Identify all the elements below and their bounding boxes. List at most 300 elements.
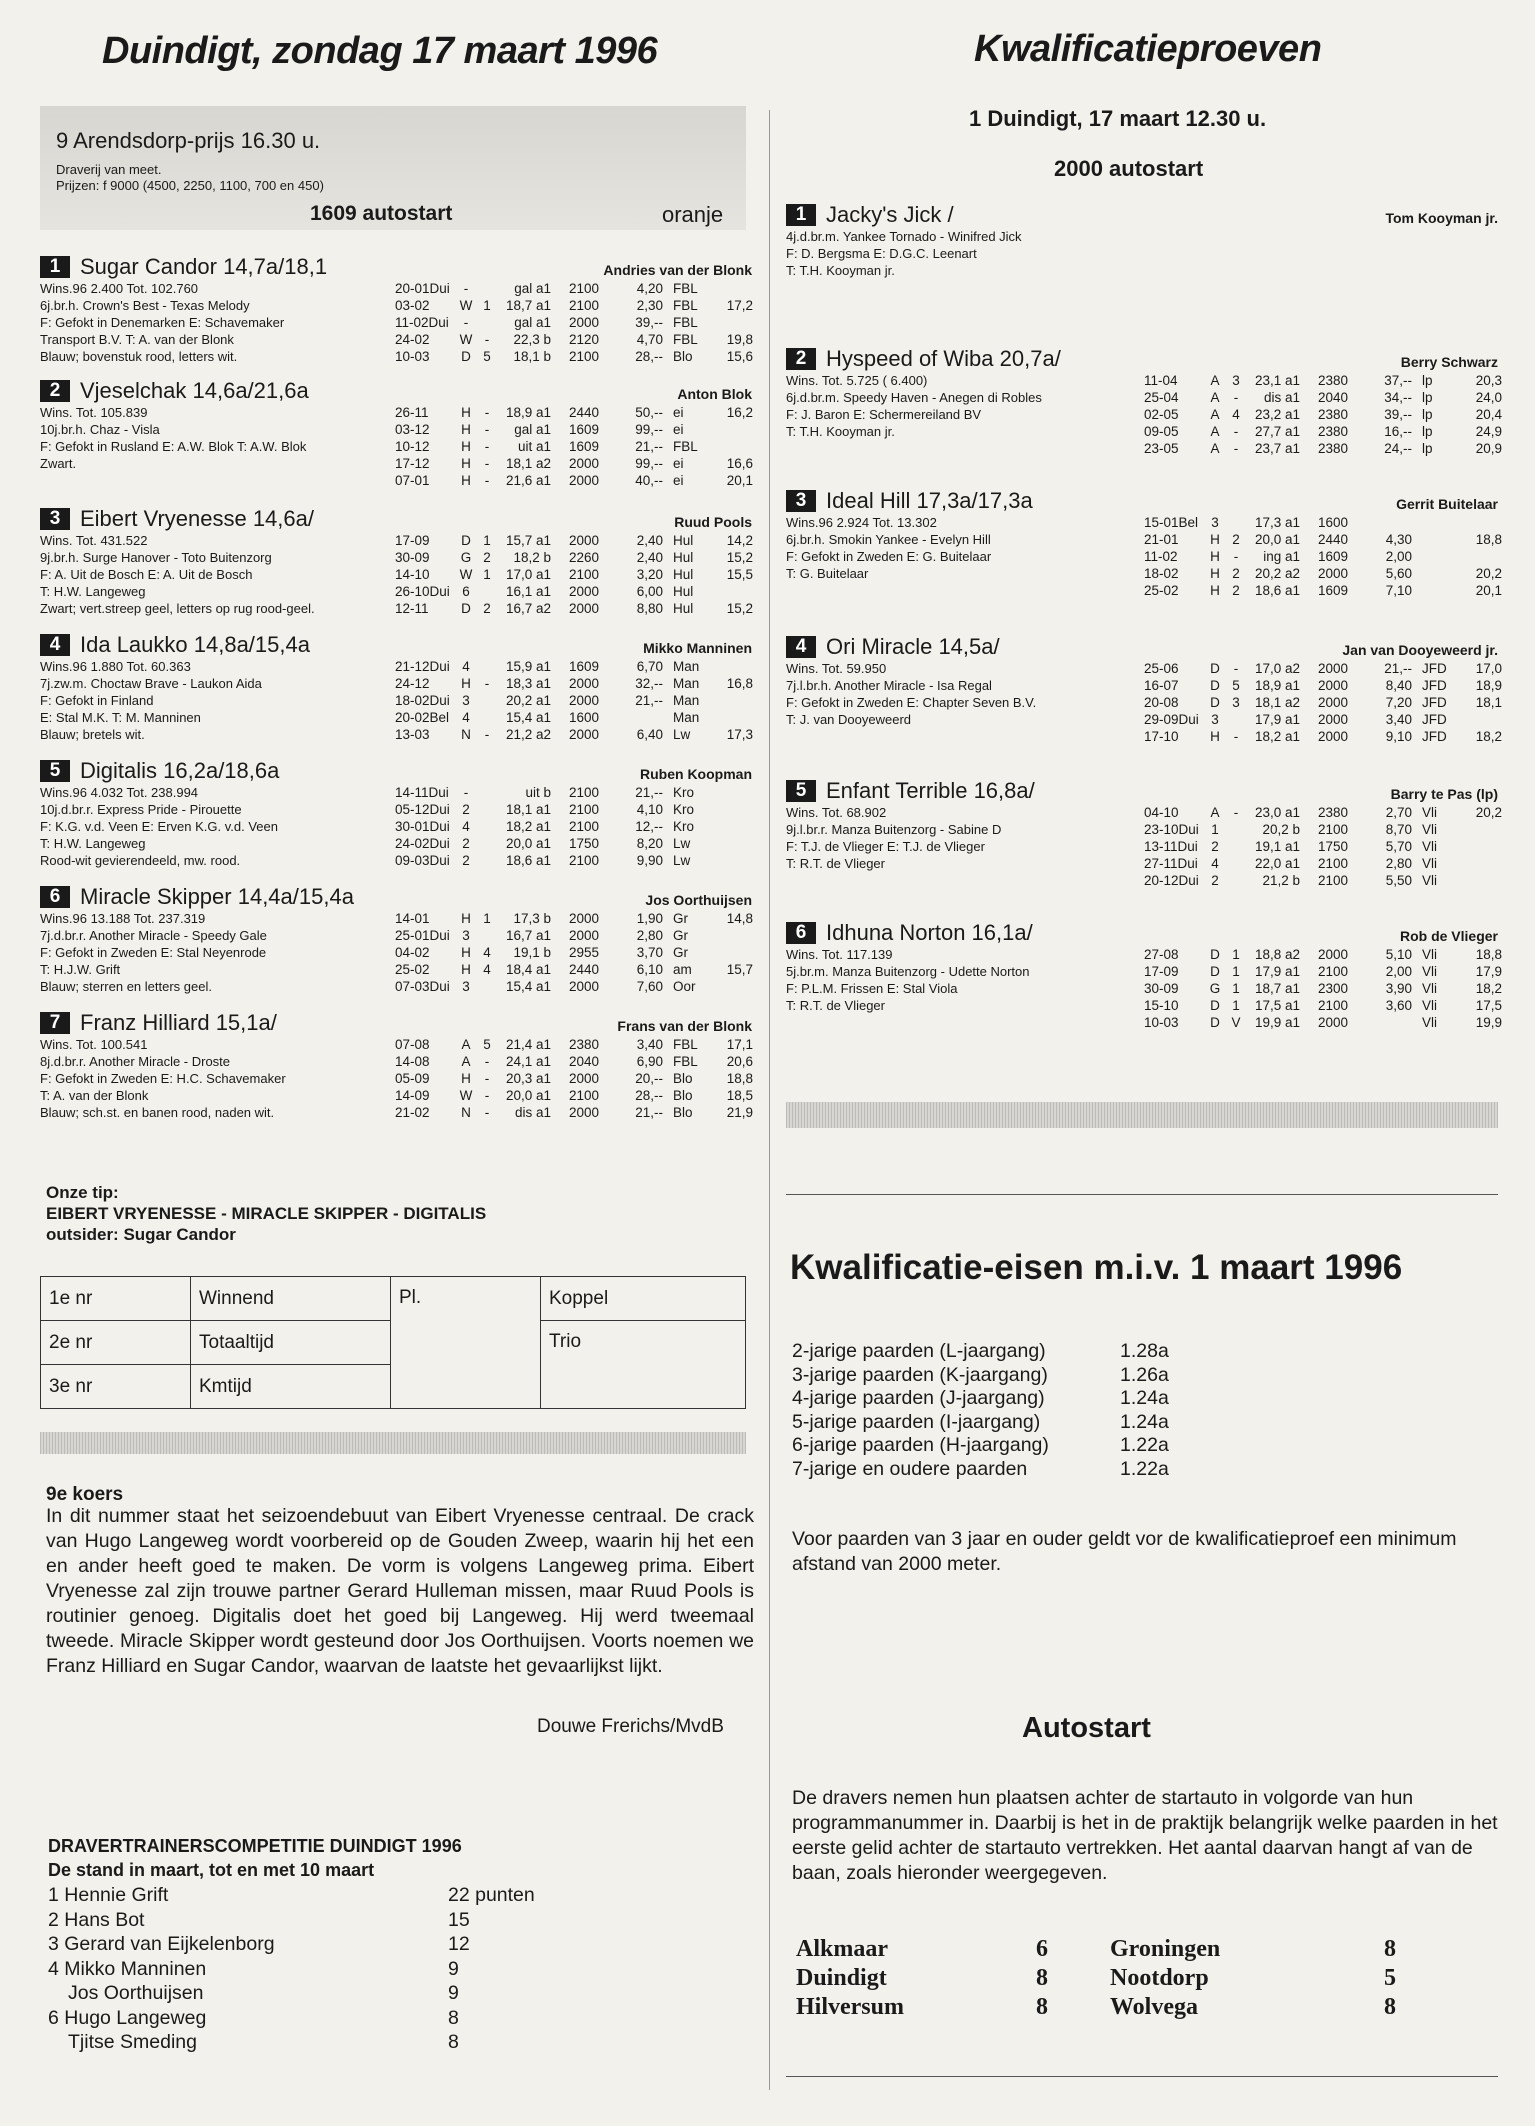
performance-cell: lp: [1422, 424, 1433, 439]
performance-cell: 07-08: [395, 1037, 430, 1052]
performance-cell: JFD: [1422, 678, 1447, 693]
performance-cell: 2000: [568, 1071, 600, 1086]
koers-text: In dit nummer staat het seizoendebuut van Eibert Vryenesse centraal. De crack van Hugo Langeweg wordt voorbereid op de Gouden Zweep, waarin hij het een en ander heeft goed te maken. De vorm is volgens Langeweg prima. Eibert Vryenesse zal zijn trouwe partner Gerard Hulleman missen, maar Ruud Pools is routinier genoeg. Digitalis doet het goed bij Langeweg. Hij werd tweemaal tweede. Miracle Skipper wordt gesteund door Jos Oorthuijsen. Voorts noemen we Franz Hilliard en Sugar Candor, waarvan de laatste het gevaarlijkst lijkt.: [46, 1505, 754, 1677]
performance-cell: 3,40: [1385, 712, 1412, 727]
performance-cell: 21,--: [635, 1105, 663, 1120]
horse-info-line: F: Gefokt in Zweden E: G. Buitelaar: [786, 549, 992, 564]
performance-cell: Man: [673, 693, 700, 708]
performance-cell: 5,10: [1385, 947, 1412, 962]
performance-cell: 04-02: [395, 945, 430, 960]
performance-cell: 2100: [568, 853, 600, 868]
performance-cell: 15,4 a1: [505, 979, 551, 994]
performance-cell: Vli: [1422, 964, 1438, 979]
performance-cell: Vli: [1422, 998, 1438, 1013]
performance-cell: 32,--: [635, 676, 663, 691]
performance-cell: Hul: [673, 567, 694, 582]
performance-row: [395, 421, 753, 438]
performance-row: [395, 314, 753, 331]
performance-cell: 5,60: [1385, 566, 1412, 581]
performance-row: [1144, 1014, 1502, 1031]
performance-cell: uit b: [525, 785, 551, 800]
performance-cell: 22,0 a1: [1254, 856, 1300, 871]
horse-driver: Frans van der Blonk: [617, 1018, 752, 1034]
performance-cell: [719, 692, 753, 709]
performance-cell: JFD: [1422, 661, 1447, 676]
race-prizes: Prijzen: f 9000 (4500, 2250, 1100, 700 en 450): [56, 178, 324, 193]
performance-row: [1144, 677, 1502, 694]
horse-performances: [395, 910, 753, 995]
performance-cell: H: [1210, 566, 1220, 581]
performance-cell: 2: [462, 802, 470, 817]
performance-cell: 2000: [568, 979, 600, 994]
horse-info-line: 10j.br.h. Chaz - Visla: [40, 422, 160, 437]
performance-cell: 15-10: [1144, 998, 1179, 1013]
rule-line: [786, 2076, 1498, 2077]
performance-cell: D: [461, 349, 471, 364]
performance-cell: 2000: [1317, 678, 1349, 693]
eisen-category: 3-jarige paarden (K-jaargang): [792, 1363, 1048, 1386]
horse-info-line: Blauw; sch.st. en banen rood, naden wit.: [40, 1105, 275, 1120]
competitie-subtitle: De stand in maart, tot en met 10 maart: [48, 1860, 375, 1880]
track-name: Groningen: [1110, 1936, 1221, 1962]
horse-info-line: Blauw; bovenstuk rood, letters wit.: [40, 349, 238, 364]
kwal-start: 2000 autostart: [1054, 156, 1204, 181]
performance-cell: A: [1210, 407, 1220, 422]
horse-driver: Rob de Vlieger: [1399, 928, 1498, 944]
performance-cell: 8,40: [1385, 678, 1412, 693]
horse-info-line: T: T.H. Kooyman jr.: [786, 263, 895, 278]
competitie-name: 1 Hennie Grift: [48, 1884, 169, 1906]
performance-row: [395, 1087, 753, 1104]
performance-cell: 1609: [568, 659, 600, 674]
performance-cell: 28,--: [635, 349, 663, 364]
horse-number: 2: [40, 380, 70, 402]
performance-cell: [1468, 855, 1502, 872]
performance-cell: 25-02: [395, 962, 430, 977]
horse-info-line: Wins.96 2.400 Tot. 102.760: [40, 281, 199, 296]
track-count: 8: [1384, 1994, 1396, 2020]
horse-info-line: Wins. Tot. 68.902: [786, 805, 887, 820]
performance-cell: FBL: [673, 315, 698, 330]
performance-cell: 17-10: [1144, 729, 1179, 744]
performance-cell: 7,10: [1385, 583, 1412, 598]
bet-cell: Kmtijd: [191, 1365, 391, 1409]
performance-cell: Lw: [673, 853, 691, 868]
performance-cell: 20,2 a2: [1254, 566, 1300, 581]
performance-row: [395, 438, 753, 455]
performance-cell: 10-03: [1144, 1015, 1179, 1030]
horse-info: [40, 532, 390, 617]
performance-cell: 19,9 a1: [1254, 1015, 1300, 1030]
performance-cell: [1226, 872, 1246, 889]
performance-row: [395, 978, 753, 995]
performance-cell: 3: [1211, 515, 1219, 530]
horse-name: Hyspeed of Wiba 20,7a/: [826, 346, 1061, 371]
performance-cell: 17,9: [1475, 964, 1502, 979]
performance-cell: [477, 784, 497, 801]
eisen-category: 7-jarige en oudere paarden: [792, 1457, 1028, 1480]
performance-cell: 8,20: [636, 836, 663, 851]
performance-cell: [477, 314, 497, 331]
performance-cell: 2100: [568, 349, 600, 364]
performance-cell: 16,7 a1: [505, 928, 551, 943]
horse-info-line: T: J. van Dooyeweerd: [786, 712, 912, 727]
performance-cell: -: [1233, 549, 1239, 564]
performance-cell: 2,30: [636, 298, 663, 313]
performance-cell: 25-02: [1144, 583, 1179, 598]
performance-cell: 20-08: [1144, 695, 1179, 710]
horse-driver: Barry te Pas (lp): [1390, 786, 1498, 802]
horse-info-line: Blauw; bretels wit.: [40, 727, 145, 742]
performance-cell: lp: [1422, 390, 1433, 405]
performance-cell: 15-01Bel: [1144, 515, 1199, 530]
performance-cell: 6,70: [636, 659, 663, 674]
performance-cell: 07-01: [395, 473, 430, 488]
performance-cell: dis a1: [514, 1105, 551, 1120]
tip-block: [46, 1182, 486, 1245]
horse-info-line: F: D. Bergsma E: D.G.C. Leenart: [786, 246, 977, 261]
performance-cell: 2040: [1317, 390, 1349, 405]
performance-cell: Blo: [673, 1105, 693, 1120]
horse-info-line: 7j.zw.m. Choctaw Brave - Laukon Aida: [40, 676, 262, 691]
performance-cell: 23-10Dui: [1144, 822, 1199, 837]
performance-cell: -: [1233, 661, 1239, 676]
eisen-time: 1.26a: [1120, 1363, 1169, 1386]
competitie-points: 8: [448, 2006, 459, 2029]
performance-cell: -: [484, 727, 490, 742]
performance-row: [1144, 660, 1502, 677]
performance-cell: 18,1 a2: [1254, 695, 1300, 710]
performance-cell: 1: [1232, 981, 1240, 996]
performance-cell: [1468, 821, 1502, 838]
track-name: Duindigt: [796, 1965, 887, 1991]
performance-cell: 2000: [568, 315, 600, 330]
performance-cell: 2380: [1317, 441, 1349, 456]
performance-cell: 23,7 a1: [1254, 441, 1300, 456]
performance-cell: 2100: [1317, 964, 1349, 979]
performance-cell: 4: [483, 945, 491, 960]
performance-cell: lp: [1422, 373, 1433, 388]
performance-cell: [477, 658, 497, 675]
horse-info: [786, 660, 1136, 728]
horse-entry: [786, 346, 1502, 456]
performance-cell: 16,7 a2: [505, 601, 551, 616]
performance-cell: 27-11Dui: [1144, 856, 1198, 871]
performance-cell: Vli: [1422, 981, 1438, 996]
performance-cell: -: [484, 473, 490, 488]
horse-info-line: Wins. Tot. 100.541: [40, 1037, 148, 1052]
horse-performances: [1144, 660, 1502, 745]
performance-row: [1144, 838, 1502, 855]
performance-cell: 18,1 b: [513, 349, 551, 364]
performance-cell: 17,1: [726, 1037, 753, 1052]
performance-cell: dis a1: [1263, 390, 1300, 405]
horse-entry: [40, 254, 753, 364]
performance-cell: 1: [483, 298, 491, 313]
performance-cell: A: [461, 1054, 471, 1069]
performance-cell: 2955: [568, 945, 600, 960]
competitie-points: 15: [448, 1908, 470, 1931]
horse-info-line: 9j.l.br.r. Manza Buitenzorg - Sabine D: [786, 822, 1002, 837]
performance-cell: 21,2 a2: [505, 727, 551, 742]
performance-cell: [1226, 821, 1246, 838]
performance-row: [395, 658, 753, 675]
horse-number: 3: [786, 490, 816, 512]
performance-cell: 17,3: [726, 727, 753, 742]
performance-cell: 24,0: [1475, 390, 1502, 405]
performance-cell: H: [461, 473, 471, 488]
horse-driver: Berry Schwarz: [1400, 354, 1498, 370]
performance-cell: 2380: [1317, 424, 1349, 439]
performance-row: [1144, 406, 1502, 423]
performance-cell: 2000: [568, 473, 600, 488]
horse-name: Vjeselchak 14,6a/21,6a: [80, 378, 309, 403]
eisen-time: 1.24a: [1120, 1387, 1169, 1409]
performance-cell: [719, 978, 753, 995]
performance-cell: -: [1233, 390, 1239, 405]
performance-cell: 18,8: [1475, 532, 1502, 547]
performance-cell: Oor: [673, 979, 696, 994]
performance-cell: [1412, 548, 1468, 565]
performance-cell: 4: [483, 962, 491, 977]
performance-cell: 18,8: [1475, 947, 1502, 962]
performance-cell: gal a1: [514, 315, 551, 330]
competitie-name: Tjitse Smeding: [68, 2031, 197, 2053]
performance-cell: Vli: [1422, 856, 1438, 871]
horse-number: 1: [786, 204, 816, 226]
performance-cell: 18-02: [1144, 566, 1179, 581]
horse-info-line: 7j.d.br.r. Another Miracle - Speedy Gale: [40, 928, 267, 943]
eisen-title: Kwalificatie-eisen m.i.v. 1 maart 1996: [790, 1248, 1403, 1287]
performance-row: [1144, 821, 1502, 838]
performance-cell: 24,1 a1: [505, 1054, 551, 1069]
eisen-category: 6-jarige paarden (H-jaargang): [792, 1434, 1049, 1456]
performance-cell: [477, 280, 497, 297]
performance-cell: 13-11Dui: [1144, 839, 1198, 854]
performance-cell: [1360, 1014, 1412, 1031]
horse-info-line: 5j.br.m. Manza Buitenzorg - Udette Norton: [786, 964, 1030, 979]
performance-cell: 2100: [568, 1088, 600, 1103]
performance-cell: Kro: [673, 819, 695, 834]
performance-row: [1144, 514, 1502, 531]
performance-cell: 9,90: [636, 853, 663, 868]
track-count: 5: [1384, 1965, 1396, 1991]
performance-cell: 24-02Dui: [395, 836, 450, 851]
performance-cell: 26-10Dui: [395, 584, 450, 599]
bet-cell: Pl.: [391, 1277, 541, 1409]
performance-cell: 3,90: [1385, 981, 1412, 996]
horse-info-line: Wins.96 4.032 Tot. 238.994: [40, 785, 199, 800]
performance-cell: G: [460, 550, 472, 565]
performance-cell: 2100: [1317, 873, 1349, 888]
performance-cell: 99,--: [635, 422, 663, 437]
horse-info-line: 4j.d.br.m. Yankee Tornado - Winifred Jick: [786, 229, 1022, 244]
performance-cell: Blo: [673, 1088, 693, 1103]
performance-row: [395, 600, 753, 617]
performance-cell: -: [484, 405, 490, 420]
horse-info: [40, 404, 390, 472]
performance-cell: 21-02: [395, 1105, 430, 1120]
horse-info-line: Wins. Tot. 59.950: [786, 661, 887, 676]
performance-cell: A: [1210, 373, 1220, 388]
performance-row: [1144, 531, 1502, 548]
performance-cell: 4: [462, 710, 470, 725]
performance-cell: [1412, 531, 1468, 548]
horse-info: [40, 658, 390, 743]
performance-cell: D: [1210, 947, 1220, 962]
performance-cell: FBL: [673, 298, 698, 313]
horse-info-line: 8j.d.br.r. Another Miracle - Droste: [40, 1054, 231, 1069]
horse-info-line: Blauw; sterren en letters geel.: [40, 979, 212, 994]
performance-cell: [1468, 711, 1502, 728]
performance-cell: 2: [462, 836, 470, 851]
horse-name: Digitalis 16,2a/18,6a: [80, 758, 280, 783]
performance-cell: D: [1210, 678, 1220, 693]
performance-cell: 19,9: [1475, 1015, 1502, 1030]
performance-cell: [477, 709, 497, 726]
performance-cell: -: [484, 1071, 490, 1086]
performance-cell: 23,1 a1: [1254, 373, 1300, 388]
performance-row: [1144, 389, 1502, 406]
performance-cell: 14-01: [395, 911, 430, 926]
performance-cell: 34,--: [1384, 390, 1412, 405]
performance-cell: 1609: [568, 422, 600, 437]
performance-cell: 8,80: [636, 601, 663, 616]
performance-cell: 2000: [1317, 1015, 1349, 1030]
race-type: Draverij van meet.: [56, 162, 162, 177]
performance-cell: 1750: [1317, 839, 1349, 854]
performance-cell: ei: [673, 422, 684, 437]
performance-row: [1144, 872, 1502, 889]
performance-cell: -: [1233, 441, 1239, 456]
performance-row: [395, 818, 753, 835]
horse-info-line: T: G. Buitelaar: [786, 566, 869, 581]
horse-info-line: F: Gefokt in Finland: [40, 693, 154, 708]
performance-cell: N: [461, 727, 471, 742]
performance-cell: [1412, 565, 1468, 582]
horse-name: Ideal Hill 17,3a/17,3a: [826, 488, 1033, 513]
horse-number: 7: [40, 1012, 70, 1034]
performance-cell: 22,3 b: [513, 332, 551, 347]
performance-cell: -: [484, 422, 490, 437]
performance-row: [1144, 582, 1502, 599]
track-count: 8: [1036, 1965, 1048, 1991]
performance-cell: D: [1210, 964, 1220, 979]
performance-cell: 09-03Dui: [395, 853, 450, 868]
performance-cell: 17,3 b: [513, 911, 551, 926]
performance-cell: 27-08: [1144, 947, 1179, 962]
performance-cell: 20,2: [1475, 805, 1502, 820]
performance-cell: [719, 944, 753, 961]
performance-cell: 5,70: [1385, 839, 1412, 854]
performance-cell: gal a1: [514, 422, 551, 437]
performance-cell: 18,7 a1: [1254, 981, 1300, 996]
performance-cell: 20,3: [1475, 373, 1502, 388]
performance-cell: lp: [1422, 441, 1433, 456]
horse-info-line: E: Stal M.K. T: M. Manninen: [40, 710, 201, 725]
tip-outsider: outsider: Sugar Candor: [46, 1225, 236, 1244]
performance-cell: -: [484, 676, 490, 691]
performance-cell: 2440: [1317, 532, 1349, 547]
performance-cell: 16,2: [726, 405, 753, 420]
performance-cell: [719, 709, 753, 726]
performance-cell: H: [461, 439, 471, 454]
performance-cell: 18,5: [726, 1088, 753, 1103]
performance-cell: 2,00: [1385, 549, 1412, 564]
rule-line: [786, 1194, 1498, 1195]
performance-row: [395, 709, 753, 726]
horse-info-line: F: K.G. v.d. Veen E: Erven K.G. v.d. Veen: [40, 819, 278, 834]
autostart-text: De dravers nemen hun plaatsen achter de startauto in volgorde van hun programmanummer in. Daarbij is het in de praktijk belangrijk welke paarden in het eerste gelid achter de startauto vertrekken. Het aantal daarvan hangt af van de baan, zoals hieronder weergegeven.: [792, 1787, 1498, 1884]
performance-cell: 14-11Dui: [395, 785, 449, 800]
performance-cell: 30-09: [1144, 981, 1179, 996]
performance-cell: 39,--: [1384, 407, 1412, 422]
performance-cell: 18,1 a2: [505, 456, 551, 471]
performance-cell: -: [463, 281, 469, 296]
performance-cell: 05-12Dui: [395, 802, 450, 817]
performance-row: [1144, 728, 1502, 745]
horse-info-line: F: Gefokt in Zweden E: Chapter Seven B.V.: [786, 695, 1037, 710]
horse-info-line: 10j.d.br.r. Express Pride - Pirouette: [40, 802, 242, 817]
horse-performances: [395, 280, 753, 365]
performance-cell: 19,8: [726, 332, 753, 347]
horse-driver: Tom Kooyman jr.: [1385, 210, 1498, 226]
performance-cell: 6,90: [636, 1054, 663, 1069]
performance-cell: 21,--: [635, 785, 663, 800]
performance-cell: 2,80: [1385, 856, 1412, 871]
performance-cell: 2000: [568, 693, 600, 708]
horse-number: 4: [40, 634, 70, 656]
performance-cell: Gr: [673, 928, 688, 943]
horse-entry: [40, 884, 753, 994]
horse-entry: [40, 1010, 753, 1120]
performance-cell: 18,7 a1: [505, 298, 551, 313]
horse-info: [40, 1036, 390, 1121]
performance-cell: [477, 852, 497, 869]
performance-cell: 20,0 a1: [1254, 532, 1300, 547]
performance-cell: 2100: [568, 785, 600, 800]
performance-cell: [719, 784, 753, 801]
performance-cell: 2,40: [636, 550, 663, 565]
performance-cell: 2000: [1317, 712, 1349, 727]
performance-cell: 1609: [568, 439, 600, 454]
eisen-time: 1.22a: [1120, 1434, 1169, 1456]
horse-info-line: Wins. Tot. 5.725 ( 6.400): [786, 373, 928, 388]
horse-performances: [1144, 946, 1502, 1031]
bet-grid: [40, 1276, 746, 1409]
track-count: 8: [1384, 1936, 1396, 1962]
performance-row: [395, 675, 753, 692]
performance-cell: 1: [1232, 964, 1240, 979]
performance-cell: 14-09: [395, 1088, 430, 1103]
performance-row: [1144, 711, 1502, 728]
track-count: 6: [1036, 1936, 1048, 1962]
horse-entry: [786, 920, 1502, 1030]
horse-info-line: F: T.J. de Vlieger E: T.J. de Vlieger: [786, 839, 985, 854]
performance-row: [395, 583, 753, 600]
performance-row: [395, 1104, 753, 1121]
performance-cell: 10-12: [395, 439, 430, 454]
performance-row: [395, 852, 753, 869]
performance-cell: N: [461, 1105, 471, 1120]
horse-driver: Andries van der Blonk: [603, 262, 752, 278]
performance-cell: [1468, 838, 1502, 855]
performance-cell: 20,3 a1: [505, 1071, 551, 1086]
eisen-category: 2-jarige paarden (L-jaargang): [792, 1340, 1046, 1362]
performance-row: [395, 549, 753, 566]
performance-cell: W: [459, 298, 473, 313]
performance-cell: 2: [483, 601, 491, 616]
